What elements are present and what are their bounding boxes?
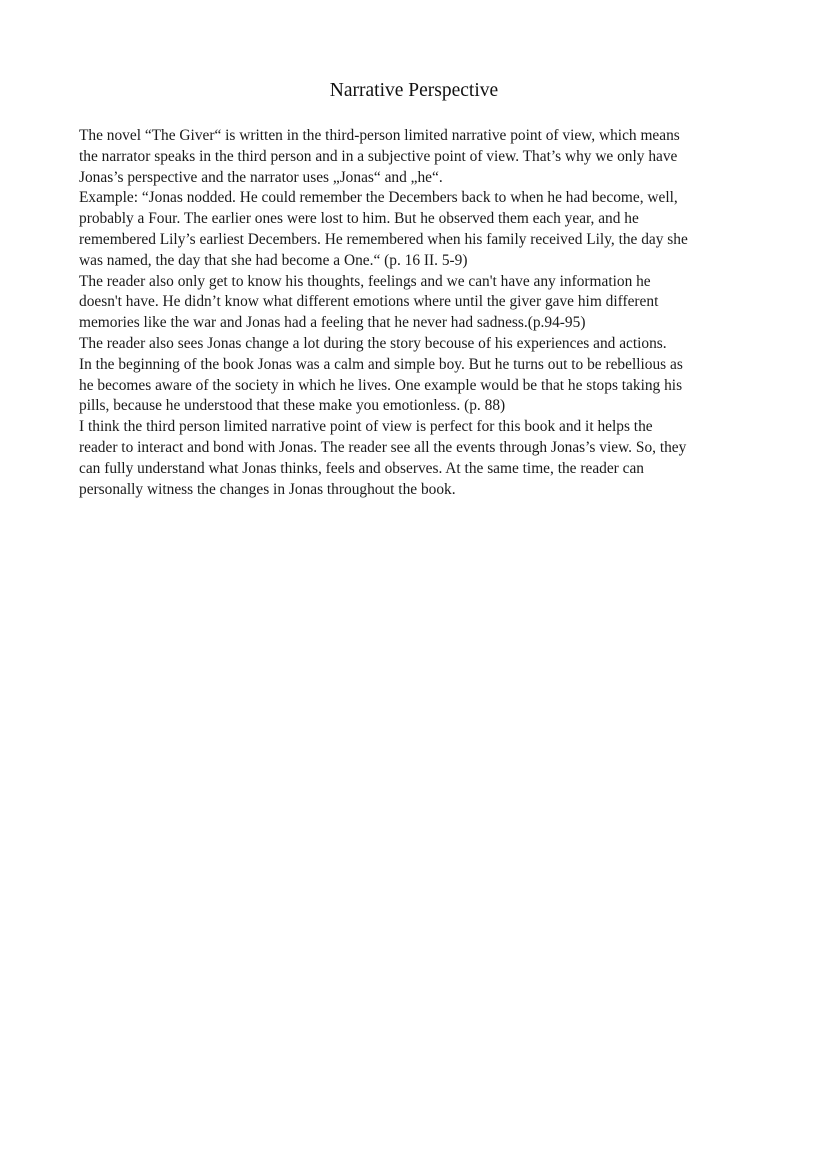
- body-line: probably a Four. The earlier ones were lost to him. But he observed them each year, and he: [79, 210, 639, 228]
- body-line: Example: “Jonas nodded. He could remember the Decembers back to when he had become, well,: [79, 189, 678, 207]
- body-line: The reader also only get to know his thoughts, feelings and we can't have any information he: [79, 272, 651, 290]
- body-line: memories like the war and Jonas had a feeling that he never had sadness.(p.94-95): [79, 314, 586, 332]
- body-line: The novel “The Giver“ is written in the third-person limited narrative point of view, which means: [79, 127, 680, 144]
- document-title: Narrative Perspective: [329, 80, 499, 101]
- body-line: Jonas’s perspective and the narrator uses „Jonas“ and „he“.: [79, 168, 443, 186]
- body-line: In the beginning of the book Jonas was a calm and simple boy. But he turns out to be rebellious as: [79, 355, 683, 373]
- body-line: The reader also sees Jonas change a lot during the story becouse of his experiences and actions.: [79, 334, 667, 352]
- body-line: the narrator speaks in the third person and in a subjective point of view. That’s why we only have: [79, 147, 678, 165]
- body-line: reader to interact and bond with Jonas. The reader see all the events through Jonas’s view. So, they: [79, 438, 687, 456]
- body-line: remembered Lily’s earliest Decembers. He remembered when his family received Lily, the day she: [79, 230, 688, 248]
- body-line: was named, the day that she had become a One.“ (p. 16 II. 5-9): [79, 251, 468, 269]
- document-body: [79, 126, 759, 500]
- body-line: doesn't have. He didn’t know what different emotions where until the giver gave him different: [79, 293, 659, 311]
- body-line: he becomes aware of the society in which he lives. One example would be that he stops taking his: [79, 376, 683, 394]
- body-line: personally witness the changes in Jonas throughout the book.: [79, 480, 456, 498]
- body-line: I think the third person limited narrative point of view is perfect for this book and it helps the: [79, 418, 653, 436]
- body-line: pills, because he understood that these make you emotionless. (p. 88): [79, 397, 506, 415]
- body-line: can fully understand what Jonas thinks, feels and observes. At the same time, the reader can: [79, 459, 645, 477]
